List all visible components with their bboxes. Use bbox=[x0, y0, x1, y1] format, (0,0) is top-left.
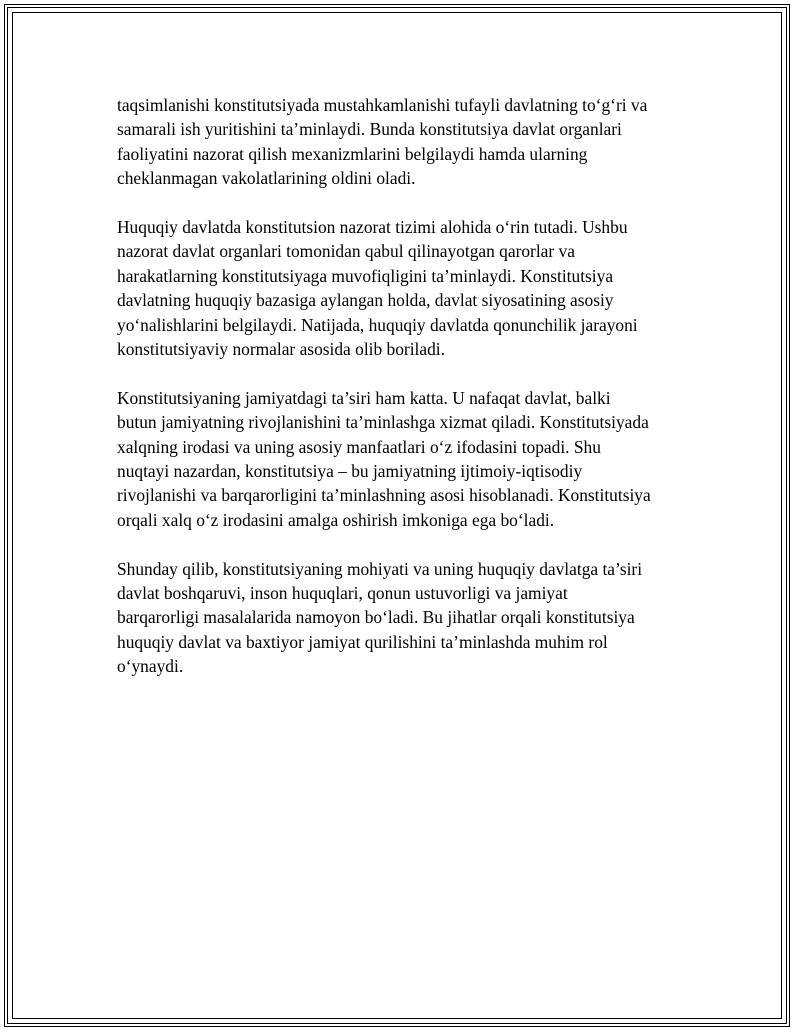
text-line: taqsimlanishi konstitutsiyada mustahkamlanishi tufayli davlatning to‘g‘ri va bbox=[117, 95, 648, 115]
text-line: davlatning huquqiy bazasiga aylangan holda, davlat siyosatining asosiy bbox=[117, 290, 614, 311]
text-line: Konstitutsiyaning jamiyatdagi ta’siri ham katta. U nafaqat davlat, balki bbox=[117, 387, 611, 408]
text-line: faoliyatini nazorat qilish mexanizmlarini belgilaydi hamda ularning bbox=[117, 143, 588, 164]
text-line: xalqning irodasi va uning asosiy manfaatlari o‘z ifodasini topadi. Shu bbox=[117, 436, 601, 457]
text-line: Shunday qilib, konstitutsiyaning mohiyati va uning huquqiy davlatga ta’siri bbox=[117, 558, 643, 579]
text-line: nazorat davlat organlari tomonidan qabul qilinayotgan qarorlar va bbox=[117, 241, 575, 262]
paragraph-1 bbox=[117, 93, 707, 191]
text-line: orqali xalq o‘z irodasini amalga oshirish imkoniga ega bo‘ladi. bbox=[117, 509, 555, 530]
text-line: Huquqiy davlatda konstitutsion nazorat tizimi alohida o‘rin tutadi. Ushbu bbox=[117, 217, 628, 238]
text-line: konstitutsiyaviy normalar asosida olib boriladi. bbox=[117, 339, 445, 360]
text-line: yo‘nalishlarini belgilaydi. Natijada, huquqiy davlatda qonunchilik jarayoni bbox=[117, 314, 638, 335]
text-line: nuqtayi nazardan, konstitutsiya – bu jamiyatning ijtimoiy-iqtisodiy bbox=[117, 461, 583, 482]
text-line: harakatlarning konstitutsiyaga muvofiqligini ta’minlaydi. Konstitutsiya bbox=[117, 265, 614, 286]
text-line: cheklanmagan vakolatlarining oldini oladi. bbox=[117, 168, 416, 189]
paragraph-2 bbox=[117, 215, 707, 361]
text-line: o‘ynaydi. bbox=[117, 656, 184, 677]
text-line: barqarorligi masalalarida namoyon bo‘ladi. Bu jihatlar orqali konstitutsiya bbox=[117, 607, 635, 628]
text-line: davlat boshqaruvi, inson huquqlari, qonun ustuvorligi va jamiyat bbox=[117, 583, 568, 604]
paragraph-4 bbox=[117, 557, 707, 679]
text-line: rivojlanishi va barqarorligini ta’minlashning asosi hisoblanadi. Konstitutsiya bbox=[117, 485, 651, 506]
text-line: huquqiy davlat va baxtiyor jamiyat qurilishini ta’minlashda muhim rol bbox=[117, 631, 608, 652]
text-line: butun jamiyatning rivojlanishini ta’minlashga xizmat qiladi. Konstitutsiyada bbox=[117, 412, 649, 433]
paragraph-3 bbox=[117, 386, 707, 532]
text-line: samarali ish yuritishini ta’minlaydi. Bunda konstitutsiya davlat organlari bbox=[117, 119, 622, 140]
document-body bbox=[117, 93, 707, 703]
